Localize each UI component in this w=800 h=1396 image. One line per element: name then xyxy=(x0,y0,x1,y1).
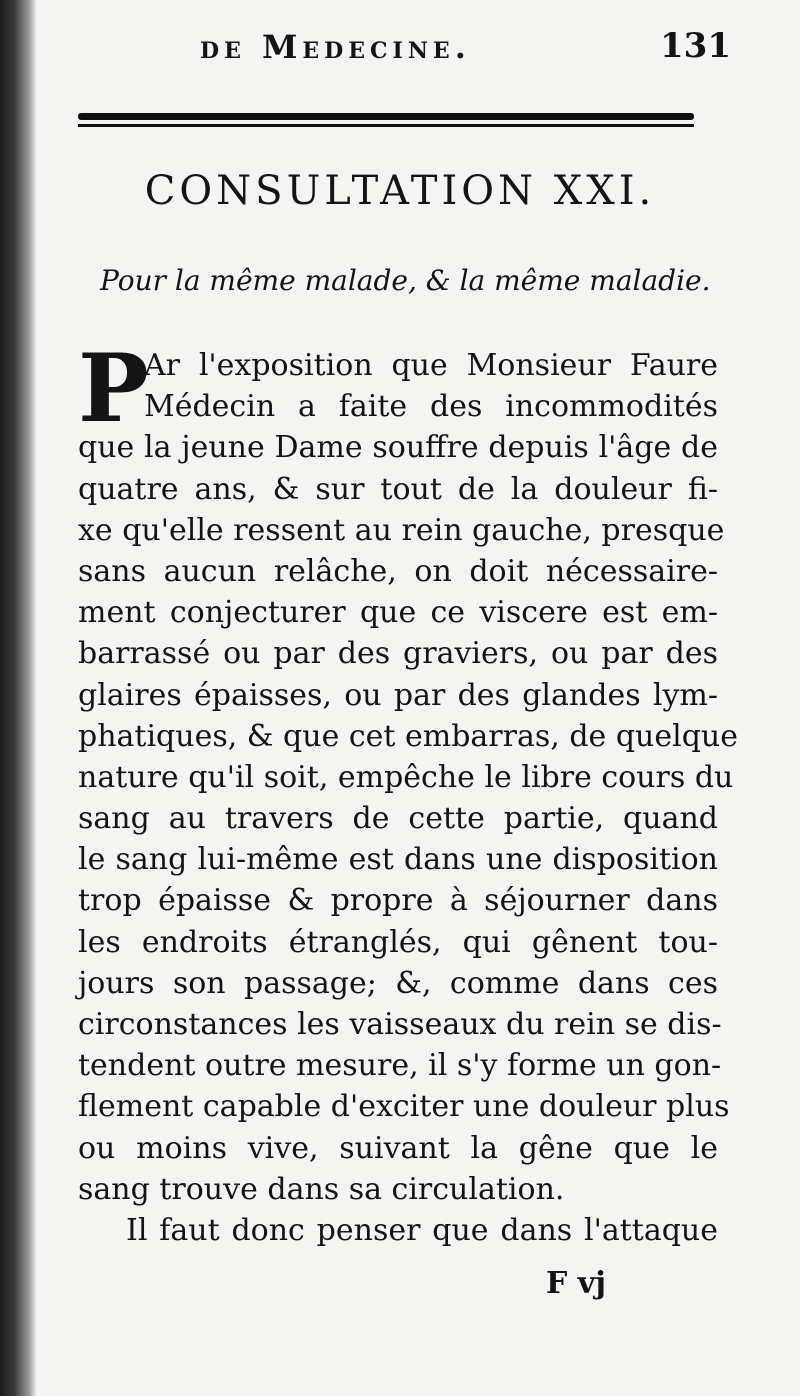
drop-cap: P xyxy=(78,334,149,444)
running-head: de Medecine. xyxy=(200,28,471,66)
text-line: ou moins vive, suivant la gêne que le xyxy=(78,1130,718,1166)
text-line: nature qu'il soit, empêche le libre cours du xyxy=(78,759,734,795)
text-line: tendent outre mesure, il s'y forme un gon- xyxy=(78,1048,722,1084)
header-rule-thick xyxy=(78,113,694,120)
text-line: flement capable d'exciter une douleur plus xyxy=(78,1089,730,1125)
text-line: quatre ans, & sur tout de la douleur fi- xyxy=(78,471,718,507)
text-line: que la jeune Dame souffre depuis l'âge de xyxy=(78,430,718,466)
text-line: sang trouve dans sa circulation. xyxy=(78,1171,565,1207)
consultation-subtitle: Pour la même malade, & la même maladie. xyxy=(100,264,711,297)
text-line: Médecin a faite des incommodités xyxy=(144,389,718,425)
text-line: Il faut donc penser que dans l'attaque xyxy=(126,1212,718,1248)
text-line: glaires épaisses, ou par des glandes lym- xyxy=(78,677,718,713)
text-line: le sang lui-même est dans une disposition xyxy=(78,842,718,878)
signature-mark: F vj xyxy=(546,1266,607,1301)
text-line: barrassé ou par des graviers, ou par des xyxy=(78,636,718,672)
text-line: sans aucun relâche, on doit nécessaire- xyxy=(78,553,718,589)
consultation-title: CONSULTATION XXI. xyxy=(144,168,656,214)
text-line: Ar l'exposition que Monsieur Faure xyxy=(144,348,718,383)
text-line: trop épaisse & propre à séjourner dans xyxy=(78,883,718,919)
text-line: les endroits étranglés, qui gênent tou- xyxy=(78,924,718,960)
text-line: sang au travers de cette partie, quand xyxy=(78,801,718,837)
text-line: circonstances les vaisseaux du rein se dis- xyxy=(78,1007,722,1042)
body-text xyxy=(78,345,738,1251)
text-line: phatiques, & que cet embarras, de quelque xyxy=(78,718,738,754)
text-line: ment conjecturer que ce viscere est em- xyxy=(78,595,718,631)
text-line: xe qu'elle ressent au rein gauche, presque xyxy=(78,512,725,548)
header-rule-thin xyxy=(78,124,694,127)
text-line: jours son passage; &, comme dans ces xyxy=(78,965,718,1001)
page-number: 131 xyxy=(660,26,731,66)
